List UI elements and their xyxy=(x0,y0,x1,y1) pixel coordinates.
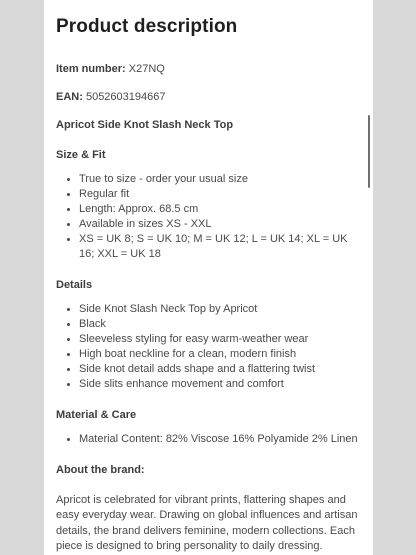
about-brand-heading: About the brand: xyxy=(56,464,145,476)
material-care-heading: Material & Care xyxy=(56,409,137,421)
material-care-list xyxy=(56,432,361,447)
size-fit-list xyxy=(56,172,361,262)
details-heading: Details xyxy=(56,279,93,291)
list-item: • True to size - order your usual size xyxy=(79,172,361,187)
product-description-content xyxy=(44,0,373,554)
product-description-panel xyxy=(44,0,373,555)
item-number-label: Item number: xyxy=(56,63,126,75)
size-fit-heading: Size & Fit xyxy=(56,149,106,161)
list-item: • High boat neckline for a clean, modern finish xyxy=(79,347,361,362)
ean xyxy=(56,90,361,104)
page-title: Product description xyxy=(56,16,238,37)
list-item: • Regular fit xyxy=(79,187,361,202)
list-item: • Side Knot Slash Neck Top by Apricot xyxy=(79,302,361,317)
details-list xyxy=(56,302,361,392)
list-item: • Side slits enhance movement and comfort xyxy=(79,377,361,392)
ean-label: EAN: xyxy=(56,91,83,103)
list-item: • Available in sizes XS - XXL xyxy=(79,217,361,232)
ean-value: 5052603194667 xyxy=(85,91,166,103)
list-item: • XS = UK 8; S = UK 10; M = UK 12; L = UK 14; XL = UK 16; XXL = UK 18 xyxy=(79,232,361,262)
item-number-value: X27NQ xyxy=(128,63,165,75)
list-item: • Black xyxy=(79,317,361,332)
item-number xyxy=(56,62,361,76)
list-item: • Sleeveless styling for easy warm-weather wear xyxy=(79,332,361,347)
scrollbar[interactable] xyxy=(368,115,370,188)
list-item: • Length: Approx. 68.5 cm xyxy=(79,202,361,217)
list-item: • Side knot detail adds shape and a flattering twist xyxy=(79,362,361,377)
list-item: • Material Content: 82% Viscose 16% Polyamide 2% Linen xyxy=(79,432,361,447)
about-brand-text: Apricot is celebrated for vibrant prints, flattering shapes and easy everyday wear. Drawing on global influences and artisan details, the brand delivers feminine, modern collections. Each piece is designed to bring personality to daily dressing. xyxy=(56,494,358,552)
product-name: Apricot Side Knot Slash Neck Top xyxy=(56,119,234,131)
